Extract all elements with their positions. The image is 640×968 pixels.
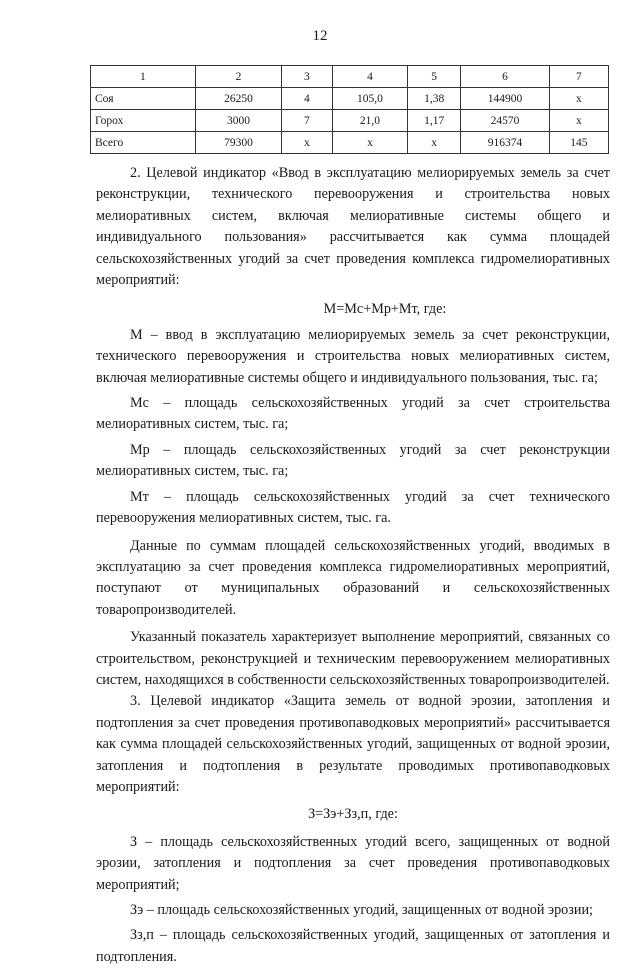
table-cell: 1 (91, 66, 196, 88)
table-cell: 2 (195, 66, 281, 88)
formula-m: М=Мс+Мр+Мт, где: (323, 301, 447, 318)
table-cell: 144900 (461, 88, 550, 110)
document-body (96, 163, 610, 968)
section2-intro: 2. Целевой индикатор «Ввод в эксплуатацию мелиорируемых земель за счет реконструкции, технического перевооружения и строительства новых мелиоративных систем, включая мелиоративные системы общего и индивидуального пользования» рассчитывается как сумма площадей сельскохозяйственных угодий за счет проведения комплекса гидромелиоративных мероприятий: (96, 165, 610, 289)
table-cell: 21,0 (332, 110, 408, 132)
definition-zzp: Зз,п – площадь сельскохозяйственных угодий, защищенных от затопления и подтопления. (96, 927, 610, 965)
table-cell: 26250 (195, 88, 281, 110)
definition-m: М – ввод в эксплуатацию мелиорируемых земель за счет реконструкции, технического перевооружения и строительства новых мелиоративных систем, включая мелиоративные системы общего и индивидуального пользования, тыс. га; (96, 326, 610, 386)
table-cell: 3 (282, 66, 333, 88)
definition-mt: Мт – площадь сельскохозяйственных угодий за счет технического перевооружения мелиоративных систем, тыс. га. (96, 488, 610, 527)
table-row (91, 132, 609, 154)
table-cell: 105,0 (332, 88, 408, 110)
page-number: 12 (312, 28, 328, 44)
table-cell: х (332, 132, 408, 154)
data-source-paragraph: Данные по суммам площадей сельскохозяйственных угодий, вводимых в эксплуатацию за счет проведения комплекса гидромелиоративных мероприятий, поступают от муниципальных образований и сельскохозяйственных товаропроизводителей. (96, 537, 610, 618)
table-cell: 145 (549, 132, 608, 154)
table-cell: х (549, 88, 608, 110)
table-cell: 1,17 (408, 110, 461, 132)
table-cell: х (408, 132, 461, 154)
table-cell: Горох (91, 110, 196, 132)
table-cell: Соя (91, 88, 196, 110)
table-cell: 4 (282, 88, 333, 110)
table-cell: х (549, 110, 608, 132)
table-cell: х (282, 132, 333, 154)
table-cell: 5 (408, 66, 461, 88)
definition-mr: Мр – площадь сельскохозяйственных угодий за счет реконструкции мелиоративных систем, тыс. га; (96, 441, 610, 480)
section3-intro: 3. Целевой индикатор «Защита земель от водной эрозии, затопления и подтопления за счет проведения противопаводковых мероприятий» рассчитывается как сумма площадей сельскохозяйственных угодий, защищенных от водной эрозии, затопления и подтопления в результате проводимых противопаводковых мероприятий: (96, 693, 610, 795)
table-row (91, 110, 609, 132)
data-table (90, 65, 609, 154)
table-header-row (91, 66, 609, 88)
table-cell: 4 (332, 66, 408, 88)
table-cell: 79300 (195, 132, 281, 154)
table-cell: 916374 (461, 132, 550, 154)
table-row (91, 88, 609, 110)
definition-ze: Зэ – площадь сельскохозяйственных угодий, защищенных от водной эрозии; (130, 902, 594, 918)
table-cell: 7 (549, 66, 608, 88)
table-cell: 3000 (195, 110, 281, 132)
table-cell: 6 (461, 66, 550, 88)
characterizes-paragraph: Указанный показатель характеризует выполнение мероприятий, связанных со строительством, реконструкцией и техническим перевооружением мелиоративных систем, находящихся в собственности сельскохозяйственных товаропроизводителей. (96, 629, 610, 688)
table-cell: 7 (282, 110, 333, 132)
definition-z: З – площадь сельскохозяйственных угодий всего, защищенных от водной эрозии, затопления и подтопления за счет проведения противопаводковых мероприятий; (96, 833, 610, 893)
formula-z: З=Зэ+Зз,п, где: (308, 806, 398, 823)
definition-mc: Мс – площадь сельскохозяйственных угодий за счет строительства мелиоративных систем, тыс. га; (96, 395, 610, 433)
table-cell: 1,38 (408, 88, 461, 110)
table-cell: Всего (91, 132, 196, 154)
table-cell: 24570 (461, 110, 550, 132)
